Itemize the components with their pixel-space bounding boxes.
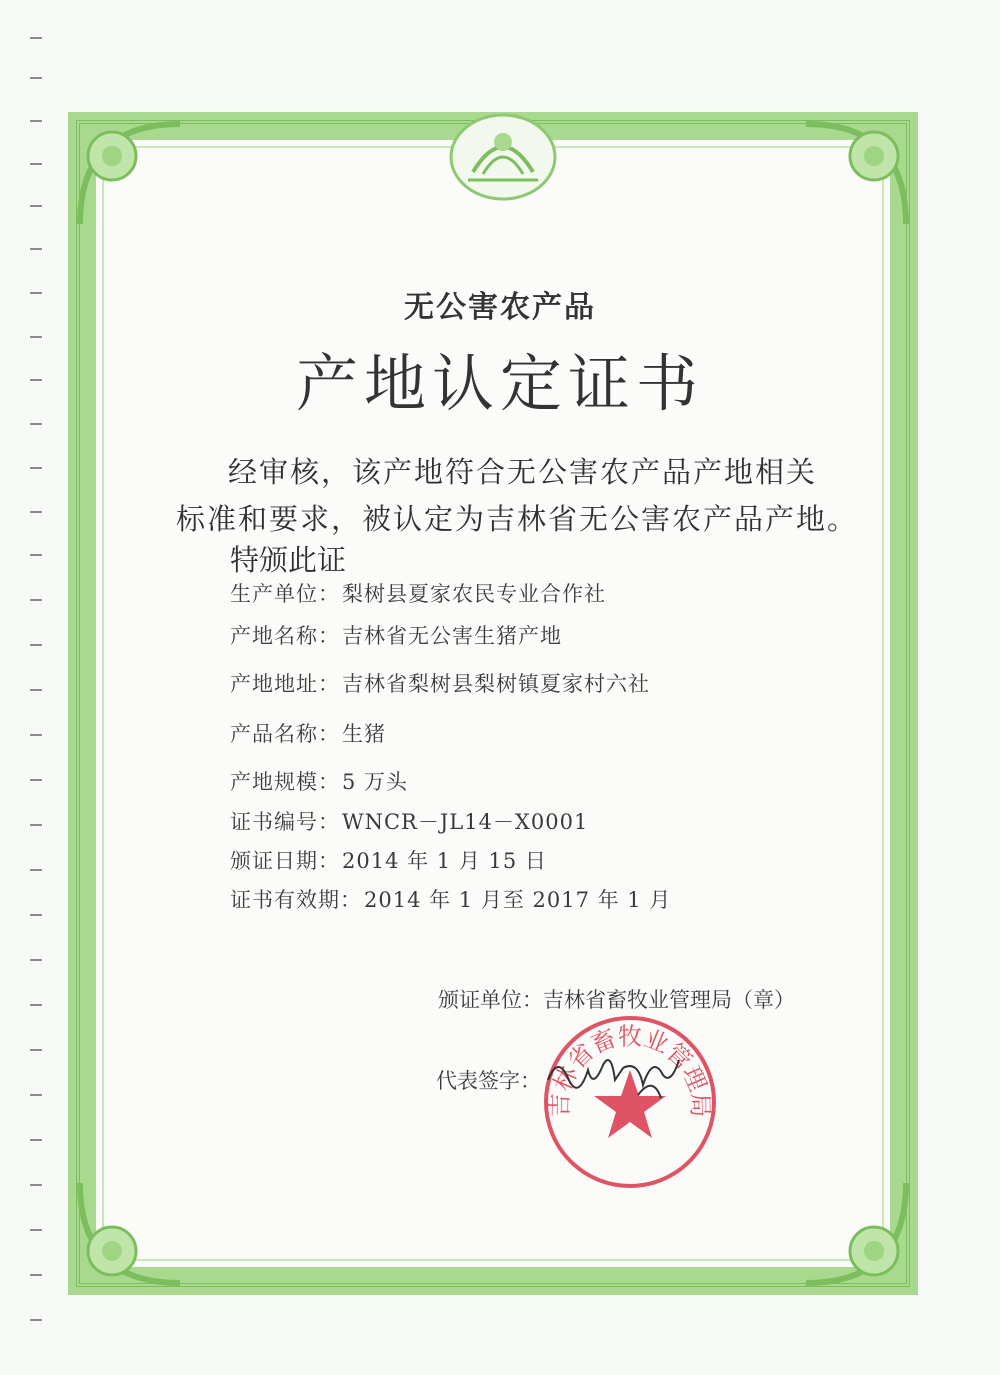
field-production-unit	[230, 578, 606, 608]
issuing-authority	[438, 984, 795, 1014]
handwritten-signature	[543, 1040, 683, 1110]
field-label: 证书有效期：	[230, 888, 362, 912]
field-value: WNCR－JL14－X0001	[342, 810, 589, 834]
corner-ornament-bottom-left	[70, 1173, 190, 1293]
field-value: 2014 年 1 月 15 日	[342, 849, 547, 873]
field-value: 生猪	[342, 722, 386, 746]
field-product-name	[230, 718, 386, 748]
certificate-subtitle: 无公害农产品	[404, 290, 596, 325]
field-label: 颁证日期：	[230, 849, 340, 873]
body-text-line-1: 经审核，该产地符合无公害农产品产地相关	[228, 455, 818, 489]
field-value: 梨树县夏家农民专业合作社	[342, 582, 606, 606]
certificate-title: 产地认定证书	[295, 347, 704, 420]
field-label: 生产单位：	[230, 582, 340, 606]
field-label: 产品名称：	[230, 722, 340, 746]
representative-signature-label: 代表签字：	[436, 1069, 541, 1093]
field-label: 产地名称：	[230, 624, 340, 648]
field-label: 证书编号：	[230, 810, 340, 834]
green-food-emblem-icon	[448, 112, 558, 202]
field-value: 吉林省梨树县梨树镇夏家村六社	[342, 672, 650, 696]
corner-ornament-bottom-right	[796, 1173, 916, 1293]
field-value: 吉林省无公害生猪产地	[342, 624, 562, 648]
field-origin-name	[230, 620, 562, 650]
field-label: 产地规模：	[230, 770, 340, 794]
corner-ornament-top-left	[70, 114, 190, 234]
scan-edge-marks	[30, 0, 44, 1375]
field-certificate-number	[230, 806, 588, 836]
field-origin-scale	[230, 766, 408, 796]
body-text-line-2: 标准和要求，被认定为吉林省无公害农产品产地。	[176, 502, 859, 536]
seal-text: 吉林省畜牧业管理局	[545, 1022, 715, 1118]
issuer-value: 吉林省畜牧业管理局（章）	[543, 988, 795, 1012]
field-value: 5 万头	[342, 770, 409, 794]
special-issue-text: 特颁此证	[230, 543, 347, 577]
field-origin-address	[230, 668, 650, 698]
field-label: 产地地址：	[230, 672, 340, 696]
field-issue-date	[230, 845, 547, 875]
field-value: 2014 年 1 月至 2017 年 1 月	[364, 888, 672, 912]
corner-ornament-top-right	[796, 114, 916, 234]
issuer-label: 颁证单位：	[438, 988, 543, 1012]
field-validity-period	[230, 884, 671, 914]
